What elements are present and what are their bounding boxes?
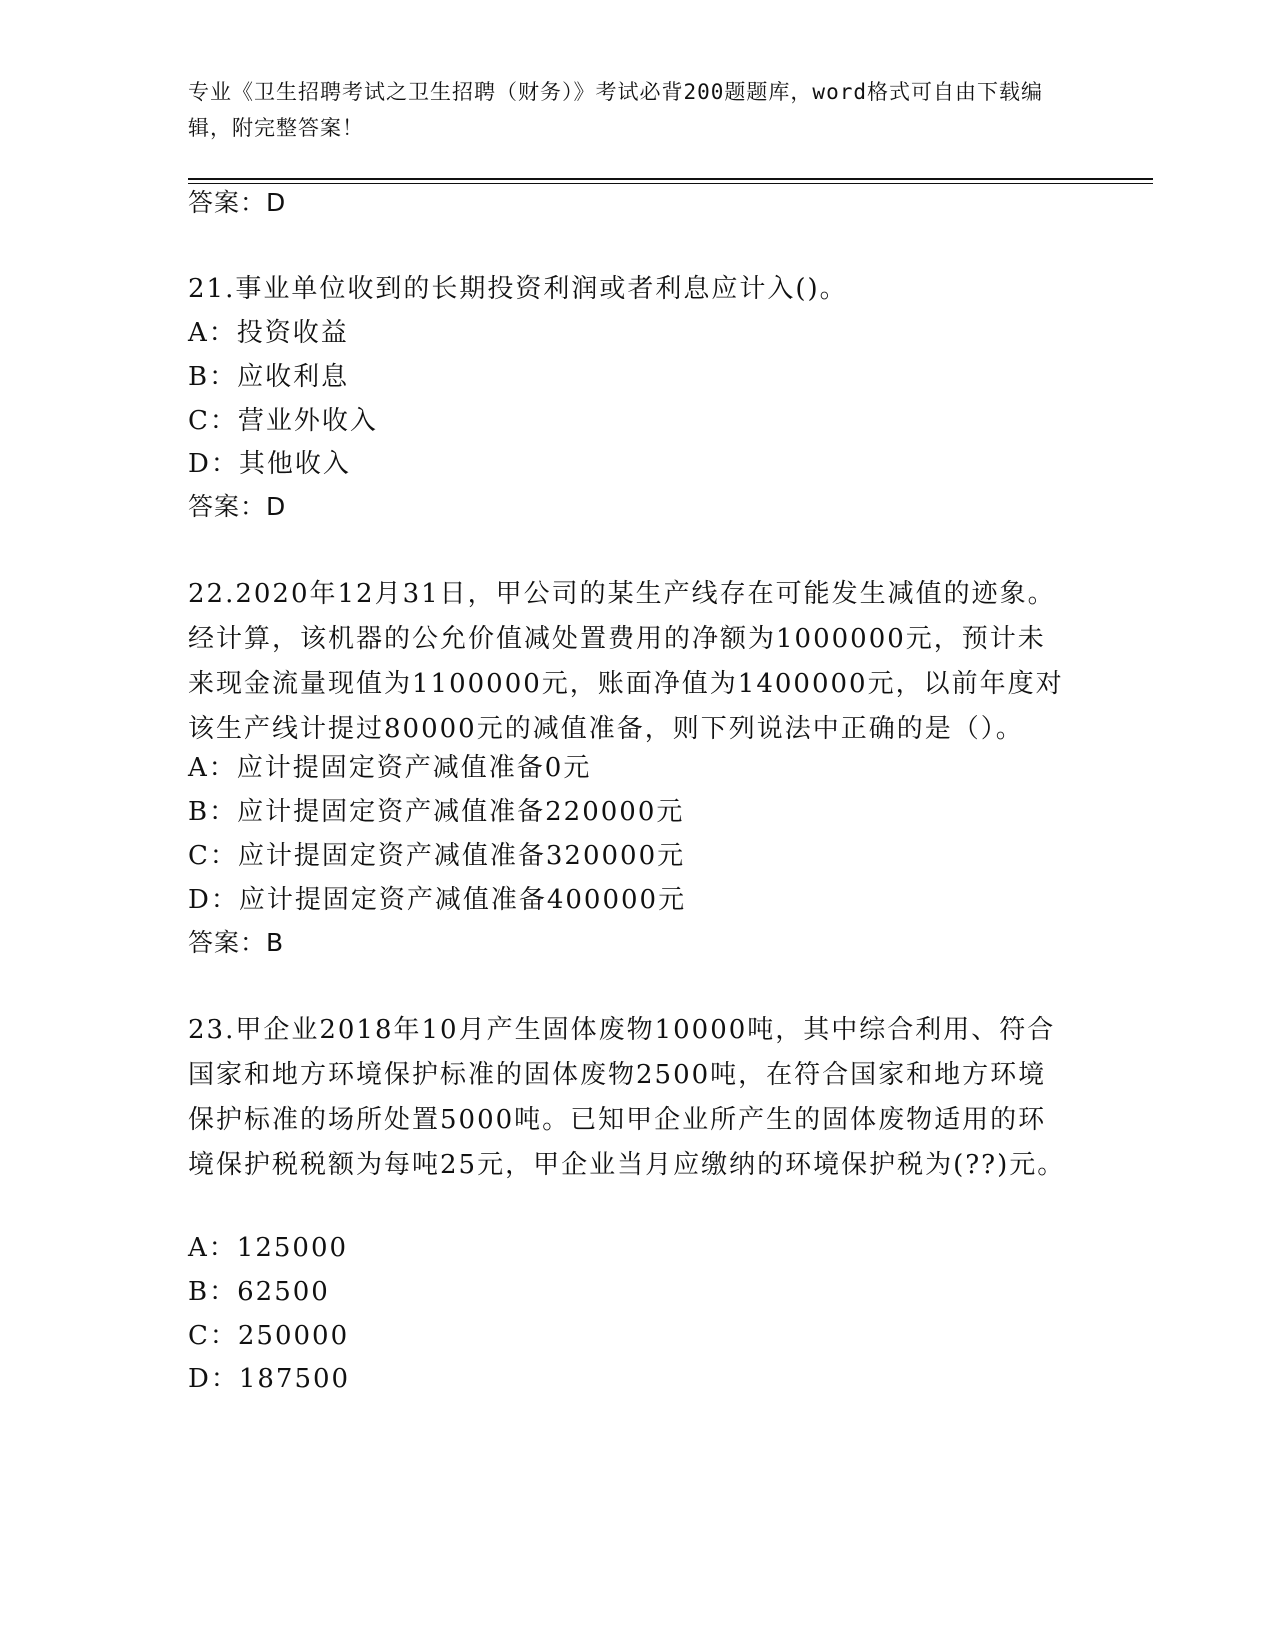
question-21-answer	[188, 490, 286, 524]
answer-value: D	[266, 492, 287, 521]
header-rule-thick	[188, 178, 1153, 180]
question-23-option-a: A：125000	[188, 1233, 349, 1263]
question-22-option-c: C：应计提固定资产减值准备320000元	[188, 841, 686, 871]
question-22-option-d: D：应计提固定资产减值准备400000元	[188, 885, 687, 915]
answer-label: 答案：	[188, 928, 267, 957]
header-rule-thin	[188, 183, 1153, 184]
answer-value: D	[266, 188, 287, 217]
question-23-text: 23.甲企业2018年10月产生固体废物10000吨，其中综合利用、符合国家和地方环境保护标准的固体废物2500吨，在符合国家和地方环境保护标准的场所处置5000吨。已知甲企业所产生的固体废物适用的环境保护税税额为每吨25元，甲企业当月应缴纳的环境保护税为(??)元。	[188, 1015, 1066, 1180]
document-header: 专业《卫生招聘考试之卫生招聘（财务）》考试必背200题题库，word格式可自由下载编辑，附完整答案！	[188, 80, 1043, 140]
answer-label: 答案：	[188, 188, 267, 217]
question-22-text: 22.2020年12月31日，甲公司的某生产线存在可能发生减值的迹象。经计算，该机器的公允价值减处置费用的净额为1000000元，预计未来现金流量现值为1100000元，账面净值为1400000元，以前年度对该生产线计提过80000元的减值准备，则下列说法中正确的是（）。	[188, 579, 1064, 744]
question-23-option-c: C：250000	[188, 1321, 350, 1351]
answer-value: B	[266, 928, 285, 957]
question-22-option-a: A：应计提固定资产减值准备0元	[188, 753, 592, 783]
question-23-option-b: B：62500	[188, 1277, 330, 1307]
question-21-text: 21.事业单位收到的长期投资利润或者利息应计入()。	[188, 274, 848, 304]
question-23-option-d: D：187500	[188, 1364, 351, 1394]
question-21-option-a: A：投资收益	[188, 318, 349, 348]
question-21-option-b: B：应收利息	[188, 362, 350, 392]
question-22-answer	[188, 926, 284, 960]
answer-line	[188, 186, 286, 220]
answer-label: 答案：	[188, 492, 267, 521]
question-22-option-b: B：应计提固定资产减值准备220000元	[188, 797, 685, 827]
question-21-option-d: D：其他收入	[188, 449, 351, 479]
question-21-option-c: C：营业外收入	[188, 406, 378, 436]
